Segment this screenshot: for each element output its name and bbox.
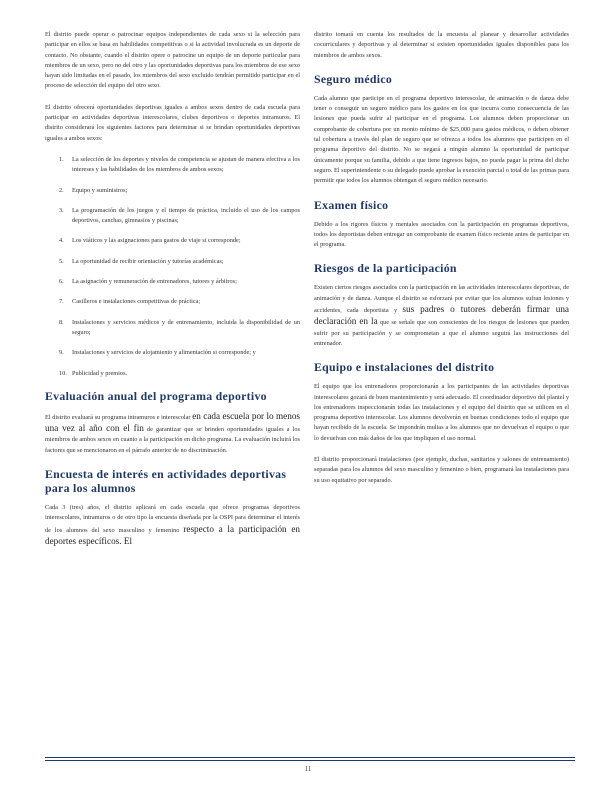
footer-rule [45,757,575,758]
paragraph-physical-exam: Debido a los rigores físicos y mentales asociados con la participación en programas deportivos, todos los deportistas deben entregar un comprobante de examen físico reciente antes de participar en el programa. [314,220,569,249]
list-item: 6. La asignación y remuneración de entrenadores, tutores y árbitros; [59,278,237,286]
heading-annual-evaluation: Evaluación anual del programa deportivo [45,388,267,403]
list-item: 10. Publicidad y premios. [59,369,128,377]
paragraph-participation-risks: Existen ciertos riesgos asociados con la participación en las actividades interescolares deportivas, de animación y de danza. Aunque el distrito se esforzará por evitar que los alumnos sufran lesiones y accidentes, cada deportista y sus padres o tutores deberán firmar una declaración en la que se señale que son conscientes de los riesgos de lesiones que pueden sufrir por su participación y se comprometan a que el alumno seguirá las instrucciones del entrenador. [314,284,570,347]
left-column [45,30,300,559]
heading-physical-exam: Examen físico [314,197,389,212]
paragraph-equipment: El equipo que los entrenadores proporcionarán a los participantes de las actividades deportivas interescolares gozará de buen mantenimiento y será adecuado. El coordinador deportivo del plantel y los entrenadores inspeccionarán todas las instalaciones y el equipo del distrito que se utilicen en el programa deportivo interescolar. Los alumnos devolverán en buenas condiciones todo el equipo que hayan recibido de la escuela. Se impondrán multas a los alumnos que no devuelvan el equipo o que lo devuelvan con más daños de los que impliquen el uso normal. [314,383,569,442]
paragraph-separate-teams: El distrito puede operar o patrocinar equipos independientes de cada sexo si la selección para participar en ellos se basa en habilidades competitivas o si la actividad involucrada es un deporte de contacto. No obstante, cuando el distrito opere o patrocine un equipo de un deporte particular para miembros de un sexo, pero no del otro y las oportunidades deportivas para los miembros de ese sexo hayan sido limitadas en el pasado, los miembros del sexo excluido tendrán permitido participar en el proceso de selección del equipo del otro sexo. [45,31,300,90]
paragraph-survey-continued: distrito tomará en cuenta los resultados de la encuesta al planear y desarrollar actividades cocurriculares y deportivas y al determinar si existen oportunidades iguales disponibles para los miembros de ambos sexos. [314,31,569,59]
paragraph-medical-insurance: Cada alumno que participe en el programa deportivo interescolar, de animación o de danza debe tener o conseguir un seguro médico para los gastos en los que incurra como consecuencia de las lesiones que pueda sufrir al participar en el programa. Los alumnos deben proporcionar un comprobante de cobertura por un monto mínimo de $25,000 para gastos médicos, o deben obtener tal cobertura a través del plan de seguro que se ofrezca a todos los alumnos que participen en el programa deportivo del distrito. No se negará a ningún alumno la oportunidad de participar únicamente porque su familia, debido a que tiene ingresos bajos, no pueda pagar la prima del dicho seguro. El superintendente o su delegado puede aprobar la exención parcial o total de las primas para permitir que todos los alumnos obtengan el seguro médico necesario. [314,94,569,185]
list-item: 5. La oportunidad de recibir orientación y tutorías académicas; [59,257,224,265]
footer-rule [45,760,575,761]
list-item: 9. Instalaciones y servicios de alojamiento y alimentación si corresponde; y [59,349,256,357]
heading-participation-risks: Riesgos de la participación [314,261,457,276]
list-item: 3. La programación de los juegos y el tiempo de práctica, incluido el uso de los campos deportivos, canchas, gimnasios y piscinas; [59,206,300,225]
heading-medical-insurance: Seguro médico [314,71,393,86]
paragraph-annual-evaluation: El distrito evaluará su programa intramuros e interescolar en cada escuela por lo menos una vez al año con el fin de garantizar que se brinden oportunidades iguales a los miembros de ambos sexos en cuanto a la participación en dicho programa. La evaluación incluirá los factores que se mencionaron en el párrafo anterior de no discriminación. [45,410,301,454]
list-item: 4. Los viáticos y las asignaciones para gastos de viaje si corresponde; [59,237,241,245]
list-item: 2. Equipo y suministros; [59,186,128,194]
right-column [314,30,569,497]
list-item: 7. Casilleros e instalaciones competitivas de práctica; [59,298,201,306]
list-item: 8. Instalaciones y servicios médicos y de entrenamiento, incluida la disponibilidad de un seguro; [59,318,300,336]
paragraph-facilities: El distrito proporcionará instalaciones (por ejemplo, duchas, sanitarios y salones de entrenamiento) separadas para los alumnos del sexo masculino y femenino o bien, programará las instalaciones para su uso equitativo por separado. [314,456,569,484]
heading-interest-survey: Encuesta de interés en actividades deportivas para los alumnos [45,467,287,496]
paragraph-interest-survey: Cada 3 (tres) años, el distrito aplicará en cada escuela que ofrece programas deportivos interescolares, intramuros o de otro tipo la encuesta diseñada por la OSPI para determinar el interés de los alumnos del sexo masculino y femenino respecto a la participación en deportes específicos. El [45,504,301,546]
heading-equipment-facilities: Equipo e instalaciones del distrito [314,360,495,375]
list-item: 1. La selección de los deportes y niveles de competencia se ajustan de manera efectiva a los intereses y las habilidades de los miembros de ambos sexos; [59,155,300,174]
page-number: 11 [304,765,312,773]
paragraph-equal-opportunities: El distrito ofrecerá oportunidades deportivas iguales a ambos sexos dentro de cada escuela para participar en actividades deportivas interescolares, clubes deportivos o deportes intramuros. El distrito considerará los siguientes factores para determinar si se brindan oportunidades deportivas iguales a ambos sexos: [45,103,300,142]
factors-list [45,155,300,379]
